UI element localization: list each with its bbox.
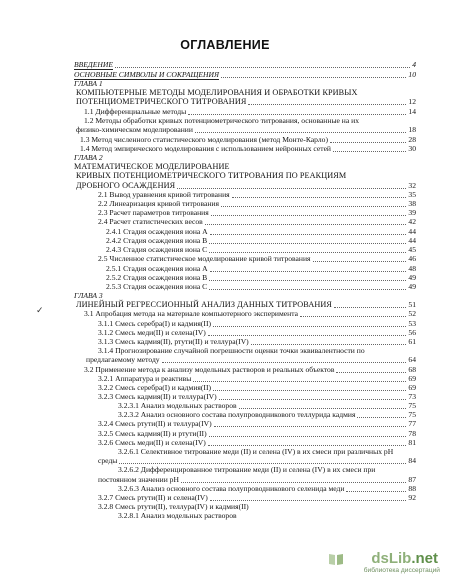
toc-entry-text: 3.2.6.1 Селективное титрование меди (II) и селена (IV) в их смеси при различных рН: [118, 447, 394, 456]
dot-leader: [346, 491, 406, 492]
dot-leader: [210, 500, 406, 501]
toc-entry-text: 3.2 Применение метода к анализу модельных растворов и реальных объектов: [84, 365, 335, 374]
dot-leader: [330, 142, 406, 143]
toc-entry: [0, 410, 450, 419]
toc-entry-page: 92: [408, 493, 416, 502]
toc-entry-page: 69: [408, 374, 416, 383]
dot-leader: [221, 206, 406, 207]
toc-entry: [0, 208, 450, 217]
toc-entry-page: 75: [408, 410, 416, 419]
toc-entry-text: 3.1.1 Смесь серебра(I) и кадмия(II): [98, 319, 212, 328]
dot-leader: [210, 271, 406, 272]
toc-entry: [0, 456, 450, 465]
dot-leader: [119, 463, 406, 464]
margin-mark: ✓: [36, 305, 44, 315]
toc-entry-text: МАТЕМАТИЧЕСКОЕ МОДЕЛИРОВАНИЕ: [74, 162, 230, 171]
toc-entry-text: 3.2.3.1 Анализ модельных растворов: [118, 401, 237, 410]
toc-entry: [0, 438, 450, 447]
toc-entry: [0, 346, 450, 355]
toc-entry: [0, 116, 450, 125]
toc-entry-text: 1.2 Методы обработки кривых потенциометрического титрования, основанные на их: [84, 116, 360, 125]
toc-entry: [0, 236, 450, 245]
dot-leader: [336, 372, 406, 373]
toc-entry: [0, 502, 450, 511]
toc-entry: [0, 401, 450, 410]
toc-entry: [0, 227, 450, 236]
toc-entry: [0, 254, 450, 263]
toc-entry: [0, 199, 450, 208]
toc-entry-page: 81: [408, 438, 416, 447]
toc-entry-page: 84: [408, 456, 416, 465]
toc-entry: [0, 79, 450, 88]
toc-entry-page: 10: [408, 70, 416, 79]
toc-entry-text: 2.5 Численное статистическое моделирование кривой титрования: [98, 254, 311, 263]
toc-entry-text: 3.2.6.3 Анализ основного состава полупроводникового селенида меди: [118, 484, 345, 493]
toc-entry-text: 3.1 Апробация метода на материале компьютерного эксперимента: [84, 309, 298, 318]
toc-entry-page: 18: [408, 125, 416, 134]
toc-entry: [0, 97, 450, 106]
toc-entry-text: 3.2.2 Смесь серебра(I) и кадмия(II): [98, 383, 212, 392]
toc-entry-text: 3.2.4 Смесь ртути(II) и теллура(IV): [98, 419, 212, 428]
toc-entry-page: 12: [408, 97, 416, 106]
toc-entry-page: 49: [408, 273, 416, 282]
watermark-logo-tld: .net: [411, 550, 438, 567]
toc-entry-text: 1.1 Дифференциальные методы: [84, 107, 187, 116]
toc-entry: [0, 355, 450, 364]
toc-entry-text: 2.1 Вывод уравнения кривой титрования: [98, 190, 230, 199]
toc-entry: [0, 217, 450, 226]
dot-leader: [209, 243, 406, 244]
dot-leader: [208, 335, 406, 336]
dot-leader: [193, 381, 406, 382]
toc-entry-page: 38: [408, 199, 416, 208]
toc-entry: [0, 107, 450, 116]
toc-entry-text: 2.4.3 Стадия осаждения иона С: [106, 245, 208, 254]
toc-entry-text: ГЛАВА 2: [74, 153, 103, 162]
toc-entry: [0, 125, 450, 134]
toc-entry-page: 75: [408, 401, 416, 410]
toc-entry-page: 77: [408, 419, 416, 428]
watermark-subtitle: библиотека диссертаций: [363, 567, 440, 574]
dot-leader: [162, 362, 406, 363]
toc-entry-text: 1.3 Метод численного статистического моделирования (метод Монте-Карло): [80, 135, 328, 144]
book-icon: [328, 552, 344, 566]
dot-leader: [219, 399, 406, 400]
dot-leader: [195, 132, 406, 133]
toc-entry-page: 68: [408, 365, 416, 374]
toc-entry-text: 2.4 Расчет статистических весов: [98, 217, 203, 226]
toc-entry-page: 44: [408, 236, 416, 245]
toc-entry-text: 3.1.3 Смесь кадмия(II), ртути(II) и теллура(IV): [98, 337, 249, 346]
toc-entry-text: 3.2.7 Смесь ртути(II) и селена(IV): [98, 493, 208, 502]
dot-leader: [181, 482, 406, 483]
toc-entry: [0, 144, 450, 153]
dot-leader: [313, 261, 406, 262]
dot-leader: [248, 104, 406, 105]
dot-leader: [177, 188, 406, 189]
toc-entry: [0, 153, 450, 162]
dot-leader: [213, 326, 406, 327]
toc-entry: [0, 465, 450, 474]
toc-entry: [0, 264, 450, 273]
toc-entry-text: 3.1.2 Смесь меди(II) и селена(IV): [98, 328, 206, 337]
page-title: ОГЛАВЛЕНИЕ: [180, 38, 270, 52]
dot-leader: [239, 408, 406, 409]
toc-entry-page: 28: [408, 135, 416, 144]
watermark-logo-main: dsLib: [371, 550, 412, 567]
toc-entry-text: 3.2.3.2 Анализ основного состава полупроводникового теллурида кадмия: [118, 410, 356, 419]
toc-entry-page: 56: [408, 328, 416, 337]
dot-leader: [300, 316, 406, 317]
dot-leader: [205, 224, 406, 225]
toc-entry-text: КОМПЬЮТЕРНЫЕ МЕТОДЫ МОДЕЛИРОВАНИЯ И ОБРАБОТКИ КРИВЫХ: [76, 88, 358, 97]
toc-entry-text: 2.5.2 Стадия осаждения иона В: [106, 273, 208, 282]
site-watermark: [330, 550, 442, 576]
toc-entry-text: 3.2.1 Аппаратура и реактивы: [98, 374, 192, 383]
dot-leader: [213, 390, 406, 391]
toc-entry-page: 30: [408, 144, 416, 153]
toc-entry-text: постоянном значении рН: [98, 475, 179, 484]
toc-entry: [0, 392, 450, 401]
toc-entry-text: ВВЕДЕНИЕ: [74, 60, 113, 69]
toc-entry-text: ЛИНЕЙНЫЙ РЕГРЕССИОННЫЙ АНАЛИЗ ДАННЫХ ТИТРОВАНИЯ: [76, 300, 332, 309]
toc-entry-page: 51: [408, 300, 416, 309]
toc-entry-text: 3.2.8.1 Анализ модельных растворов: [118, 511, 237, 520]
toc-entry-page: 64: [408, 355, 416, 364]
toc-entry-text: ОСНОВНЫЕ СИМВОЛЫ И СОКРАЩЕНИЯ: [74, 70, 220, 79]
toc-entry-text: 2.5.1 Стадия осаждения иона А: [106, 264, 208, 273]
toc-entry-text: 1.4 Метод эмпирического моделирования с использованием нейронных сетей: [80, 144, 331, 153]
dot-leader: [209, 289, 406, 290]
toc-entry-page: 4: [412, 60, 416, 69]
toc-entry: [0, 319, 450, 328]
toc-entry-page: 44: [408, 227, 416, 236]
toc-entry-text: КРИВЫХ ПОТЕНЦИОМЕТРИЧЕСКОГО ТИТРОВАНИЯ ПО РЕАКЦИЯМ: [76, 171, 347, 180]
toc-entry: [0, 70, 450, 79]
dot-leader: [333, 151, 406, 152]
toc-entry-page: 45: [408, 245, 416, 254]
dot-leader: [208, 445, 406, 446]
toc-entry: [0, 365, 450, 374]
toc-entry-text: 3.1.4 Прогнозирование случайной погрешности оценки точки эквивалентности по: [98, 346, 365, 355]
toc-entry: [0, 374, 450, 383]
toc-entry-text: 2.5.3 Стадия осаждения иона С: [106, 282, 208, 291]
toc-entry-text: ГЛАВА 3: [74, 291, 103, 300]
toc-entry: [0, 309, 450, 318]
toc-entry: [0, 162, 450, 171]
toc-entry-page: 88: [408, 484, 416, 493]
toc-entry-text: ГЛАВА 1: [74, 79, 103, 88]
dot-leader: [334, 307, 406, 308]
toc-entry-page: 32: [408, 181, 416, 190]
toc-entry-text: физико-химическом моделировании: [76, 125, 193, 134]
toc-entry-text: ПОТЕНЦИОМЕТРИЧЕСКОГО ТИТРОВАНИЯ: [76, 97, 247, 106]
toc-entry: [0, 190, 450, 199]
dot-leader: [188, 114, 406, 115]
toc-entry-text: среды: [98, 456, 118, 465]
toc-entry-page: 61: [408, 337, 416, 346]
watermark-logo: [371, 550, 438, 567]
dot-leader: [209, 252, 406, 253]
toc-entry: [0, 60, 450, 69]
toc-entry: [0, 135, 450, 144]
toc-entry-page: 78: [408, 429, 416, 438]
toc-entry: [0, 419, 450, 428]
toc-entry: [0, 245, 450, 254]
toc-entry: [0, 282, 450, 291]
toc-entry-page: 49: [408, 282, 416, 291]
toc-entry-page: 73: [408, 392, 416, 401]
toc-entry: [0, 511, 450, 520]
dot-leader: [357, 417, 406, 418]
toc-entry-page: 46: [408, 254, 416, 263]
toc-entry: [0, 493, 450, 502]
toc-entry-text: 3.2.6 Смесь меди(II) и селена(IV): [98, 438, 206, 447]
dot-leader: [232, 197, 406, 198]
toc-entry-page: 52: [408, 309, 416, 318]
toc-entry-page: 53: [408, 319, 416, 328]
dot-leader: [251, 344, 406, 345]
toc-entry-text: 2.4.1 Стадия осаждения иона А: [106, 227, 208, 236]
toc-entry-page: 69: [408, 383, 416, 392]
toc-entry: [0, 300, 450, 309]
toc-entry-page: 87: [408, 475, 416, 484]
toc-entry-text: ДРОБНОГО ОСАЖДЕНИЯ: [76, 181, 176, 190]
dot-leader: [211, 215, 406, 216]
dot-leader: [221, 77, 406, 78]
toc-entry: [0, 273, 450, 282]
toc-entry: [0, 181, 450, 190]
toc-entry-page: 39: [408, 208, 416, 217]
toc-entry-text: 2.2 Линеаризация кривой титрования: [98, 199, 219, 208]
dot-leader: [115, 67, 410, 68]
toc-entry: [0, 484, 450, 493]
toc-entry-text: 3.2.3 Смесь кадмия(II) и теллура(IV): [98, 392, 217, 401]
dot-leader: [209, 436, 406, 437]
toc-entry: [0, 171, 450, 180]
toc-entry-text: 3.2.6.2 Дифференцированное титрование меди (II) и селена (IV) в их смеси при: [118, 465, 376, 474]
toc-entry-text: 3.2.8 Смесь ртути(II), теллура(IV) и кадмия(II): [98, 502, 249, 511]
toc-entry: [0, 447, 450, 456]
toc-entry-text: 2.4.2 Стадия осаждения иона В: [106, 236, 208, 245]
toc-entry: [0, 337, 450, 346]
toc-entry-page: 42: [408, 217, 416, 226]
toc-entry-page: 14: [408, 107, 416, 116]
dot-leader: [210, 234, 406, 235]
toc-entry: [0, 429, 450, 438]
toc-entry-text: 2.3 Расчет параметров титрования: [98, 208, 209, 217]
dot-leader: [214, 426, 406, 427]
toc-entry-page: 35: [408, 190, 416, 199]
dot-leader: [209, 280, 406, 281]
toc-entry-text: 3.2.5 Смесь кадмия(II) и ртути(II): [98, 429, 207, 438]
toc-entry: [0, 291, 450, 300]
toc-entry: [0, 88, 450, 97]
toc-entry-text: предлагаемому методу: [86, 355, 160, 364]
toc-entry: [0, 328, 450, 337]
toc-entry: [0, 475, 450, 484]
toc-entry-page: 48: [408, 264, 416, 273]
toc-entry: [0, 383, 450, 392]
